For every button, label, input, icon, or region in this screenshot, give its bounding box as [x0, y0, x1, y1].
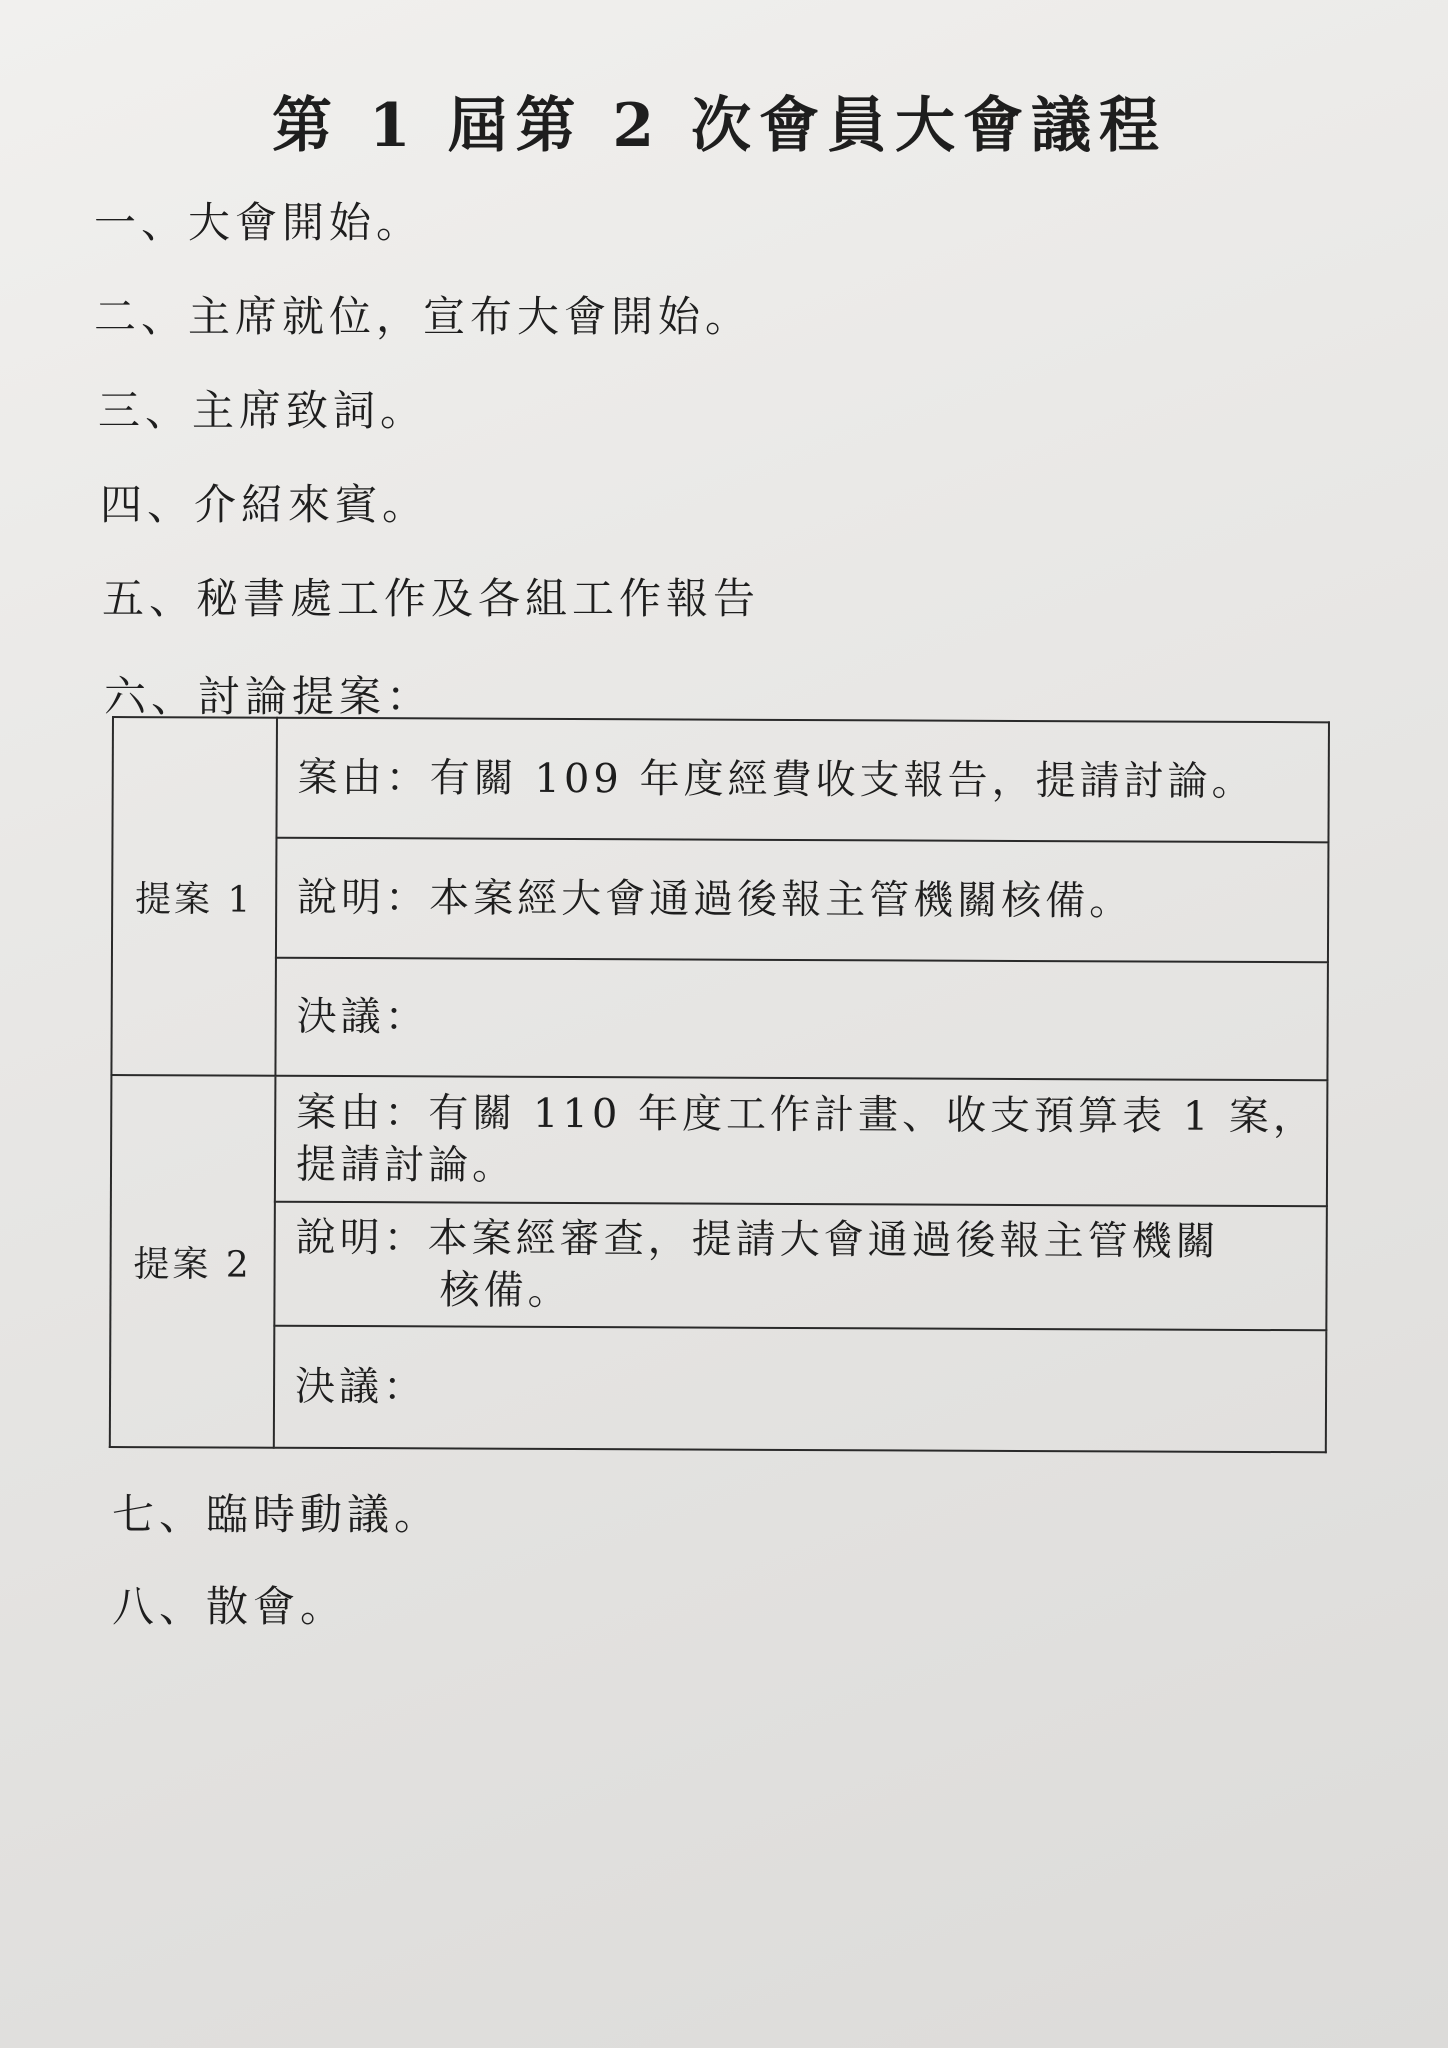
table-row	[110, 1201, 1327, 1330]
page-title: 第 1 屆第 2 次會員大會議程	[272, 91, 1168, 161]
proposal-1-reason: 案由：有關 109 年度經費收支報告，提請討論。	[276, 718, 1329, 843]
table-row	[112, 837, 1329, 962]
proposal-1-resolution: 決議：	[275, 958, 1328, 1081]
agenda-item-2: 二、主席就位，宣布大會開始。	[94, 292, 753, 341]
agenda-item-8: 八、散會。	[112, 1582, 348, 1631]
proposal-2-label: 提案 2	[110, 1075, 276, 1448]
proposal-2-explanation-line-1: 說明：本案經審查，提請大會通過後報主管機關	[295, 1214, 1220, 1265]
proposal-2-reason	[275, 1076, 1328, 1207]
proposal-2-reason-line-2: 提請討論。	[295, 1141, 517, 1189]
proposal-2-reason-line-1: 案由：有關 110 年度工作計畫、收支預算表 1 案，	[296, 1089, 1318, 1141]
agenda-item-3: 三、主席致詞。	[98, 386, 428, 435]
agenda-item-6: 六、討論提案：	[104, 672, 434, 721]
proposal-2-explanation-line-2: 核備。	[439, 1267, 572, 1315]
proposals-table	[109, 716, 1330, 1453]
table-row	[112, 717, 1329, 842]
table-row	[111, 1075, 1328, 1206]
proposal-1-label: 提案 1	[111, 717, 277, 1076]
proposal-2-explanation	[274, 1202, 1327, 1331]
table-row	[110, 1325, 1327, 1452]
proposal-2-resolution: 決議：	[274, 1326, 1327, 1453]
agenda-item-5: 五、秘書處工作及各組工作報告	[102, 574, 761, 623]
agenda-item-7: 七、臨時動議。	[112, 1490, 442, 1539]
table-row	[111, 957, 1328, 1080]
agenda-item-4: 四、介紹來賓。	[100, 480, 430, 529]
proposal-1-explanation: 說明：本案經大會通過後報主管機關核備。	[276, 838, 1329, 963]
agenda-item-1: 一、大會開始。	[94, 198, 424, 247]
